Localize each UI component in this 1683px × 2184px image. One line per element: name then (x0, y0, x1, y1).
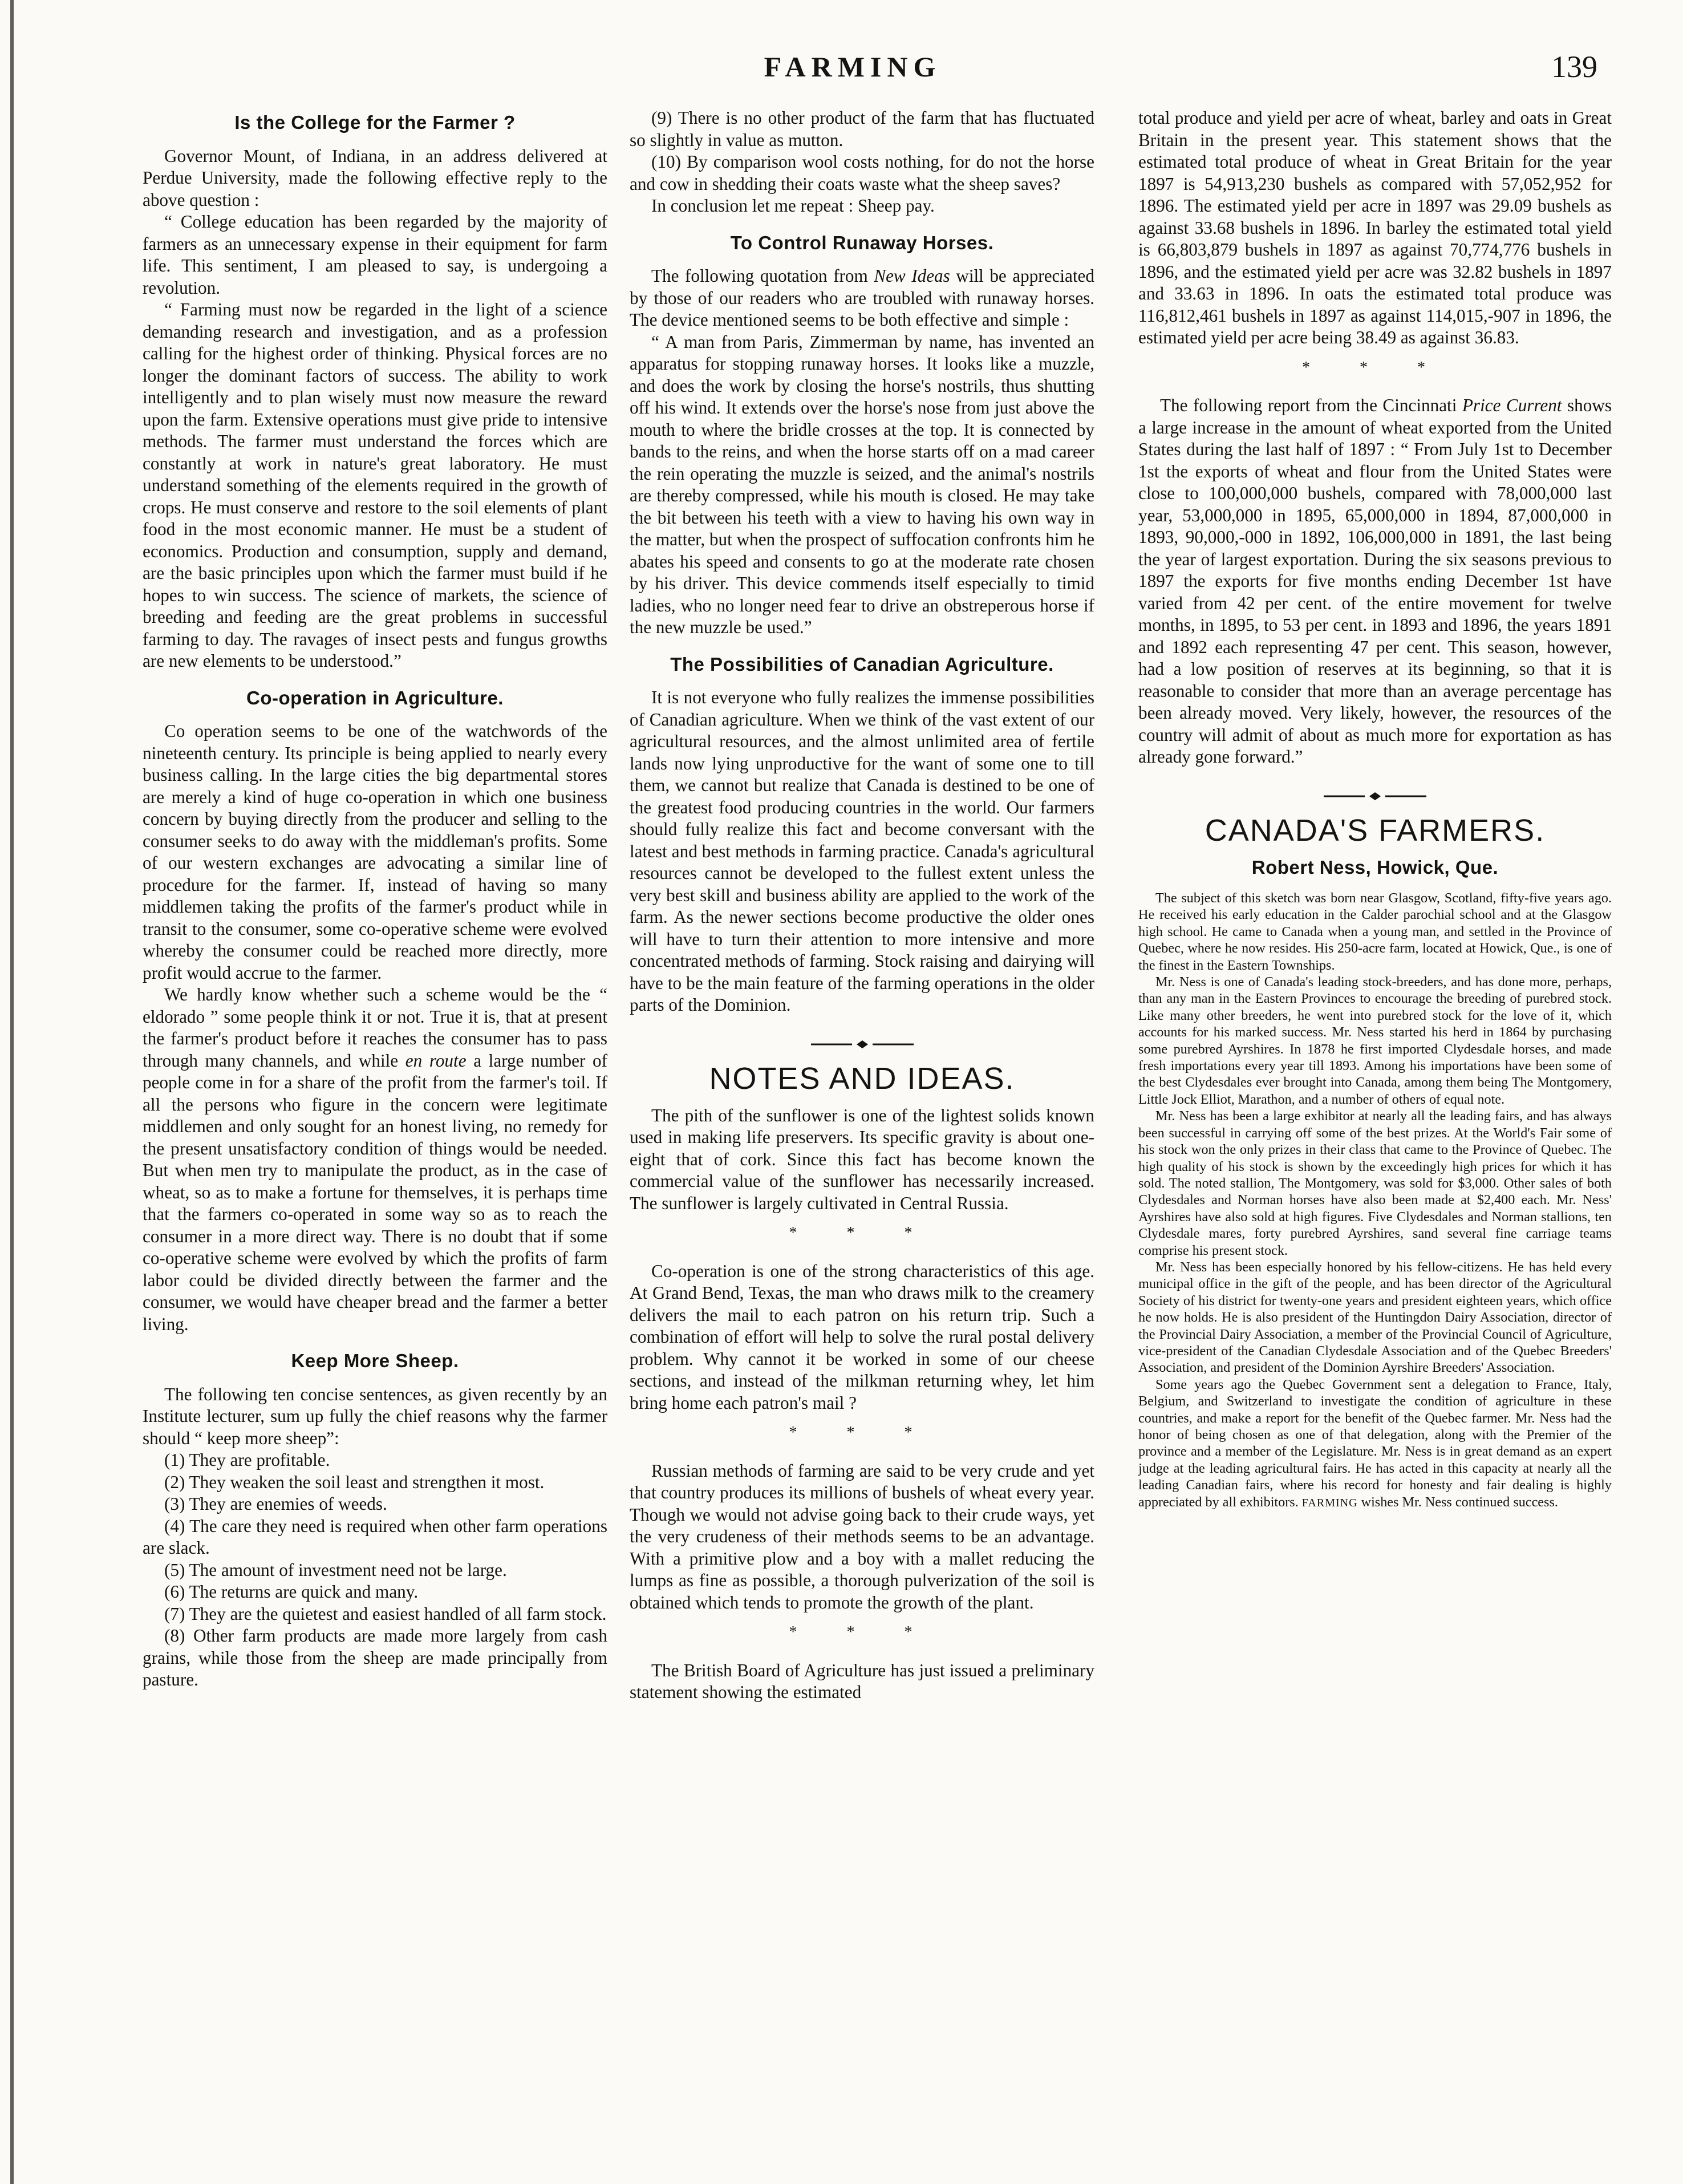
paragraph: In conclusion let me repeat : Sheep pay. (651, 196, 935, 216)
article-heading-cooperation: Co-operation in Agriculture. (246, 687, 504, 708)
page-number: 139 (1551, 50, 1597, 84)
divider-ornament-icon (1324, 791, 1426, 802)
list-item: (3) They are enemies of weeds. (164, 1494, 387, 1514)
paragraph: The following report from the Cincinnati Price Current shows a large increase in the amount of wheat exported from the United States during the last half of 1897 : “ From July 1st to December 1st the exports of wheat and flour from the United States were close to 100,000,000 bushels, compared with 78,000,000 last year, 53,000,000 in 1895, 65,000,000 in 1894, 87,000,000 in 1893, 90,000,-000 in 1892, 106,000,000 in 1891, the last being the year of largest exportation. During the six seasons previous to 1897 the exports for five months ending December 1st have varied from 42 per cent. of the entire movement for twelve months, in 1895, to 53 per cent. in 1893 and 1896, the years 1891 and 1892 each representing 47 per cent. This season, however, had a low position of reserves at its beginning, so that it is reasonable to consider that more than an average percentage has been already moved. Very likely, however, the resources of the country will admit of about as much more for exportation as has already gone forward.” (1138, 395, 1612, 767)
paragraph: The following ten concise sentences, as given recently by an Institute lecturer, sum up fully the chief reasons why the farmer should “ keep more sheep”: (143, 1384, 607, 1448)
small-caps-title: FARMING (1301, 1496, 1358, 1509)
profile-body (1138, 890, 1612, 1512)
paragraph: “ A man from Paris, Zimmerman by name, has invented an apparatus for stopping runaway horses. It looks like a muzzle, and does the work by closing the horse's nostrils, thus shutting off his wind. It extends over the horse's nose from just above the mouth to where the bridle crosses at the top. It is connected by bands to the reins, and when the horse starts off on a mad career the rein operating the muzzle is seized, and the animal's nostrils are thereby compressed, while his mouth is closed. He may take the bit between his teeth with a view to having his own way in the matter, but when the prospect of suffocation confronts him he abates his speed and consents to go at the moderate rate chosen by his driver. This device commends itself especially to timid ladies, who no longer need fear to drive an obstreperous horse if the new muzzle be used.” (630, 331, 1094, 637)
paragraph: Governor Mount, of Indiana, in an address delivered at Perdue University, made the following effective reply to the above question : (143, 145, 607, 210)
column-3 (1138, 107, 1612, 2161)
section-heading-notes: NOTES AND IDEAS. (709, 1061, 1015, 1096)
paragraph: The subject of this sketch was born near Glasgow, Scotland, fifty-five years ago. He received his early education in the Calder parochial school and at the Glasgow high school. He came to Canada when a young man, and settled in the Province of Quebec, where he now resides. His 250-acre farm, located at Howick, Que., is one of the finest in the Eastern Townships. (1138, 890, 1612, 973)
paragraph: The following quotation from New Ideas will be appreciated by those of our readers who are troubled with runaway horses. The device mentioned seems to be both effective and simple : (630, 266, 1094, 330)
article-heading-sheep: Keep More Sheep. (291, 1350, 459, 1371)
paragraph: Co-operation is one of the strong characteristics of this age. At Grand Bend, Texas, the man who draws milk to the creamery delivers the mail to each patron on his return trip. Such a combination of effort will help to solve the rural postal delivery problem. Why cannot it be worked in some of our cheese sections, and instead of the milkman returning whey, let him bring home each patron's mail ? (630, 1261, 1094, 1413)
paragraph: “ College education has been regarded by the majority of farmers as an unnecessary expense in their equipment for farm life. This sentiment, I am pleased to say, is undergoing a revolution. (143, 212, 607, 298)
paragraph: Mr. Ness is one of Canada's leading stock-breeders, and has done more, perhaps, than any man in the Eastern Provinces to encourage the breeding of purebred stock. Like many other breeders, he went into purebred stock for the love of it, which accounts for his marked success. Mr. Ness started his herd in 1864 by purchasing some purebred Ayrshires. In 1878 he first imported Clydesdale horses, and made fresh importations every year till 1893. Among his importations have been some of the best Clydesdales ever brought into Canada, among them being The Montgomery, Little Jock Elliot, Marathon, and a number of others of equal note. (1138, 974, 1612, 1107)
paragraph: Co operation seems to be one of the watchwords of the nineteenth century. Its principle is being applied to nearly every business calling. In the large cities the big departmental stores are merely a kind of huge co-operation in which one business concern by buying directly from the producer and selling to the consumer seeks to do away with the middleman's profits. Some of our western exchanges are advocating a similar line of procedure for the farmer. If, instead of having so many middlemen taking the profits of the farmer's product while in transit to the consumer, some co-operative scheme were evolved whereby the consumer could be reached more directly, more profit would accrue to the farmer. (143, 721, 607, 983)
list-item: (9) There is no other product of the farm that has fluctuated so slightly in value as mutton. (630, 108, 1094, 150)
list-item: (5) The amount of investment need not be large. (164, 1559, 507, 1580)
paragraph: We hardly know whether such a scheme would be the “ eldorado ” some people think it or not. True it is, that at present the farmer's product before it reaches the consumer has to pass through many channels, and while en route a large number of people come in for a share of the profit from the farmer's toil. If all the persons who figure in the concern were legitimate middlemen and only sought for an honest living, no remedy for the present unsatisfactory condition of things would be needed. But when men try to manipulate the product, as in the case of wheat, so as to make a fortune for themselves, it is perhaps time that the farmers co-operated in some way so as to reach the consumer in a more direct way. There is no doubt that if some co-operative scheme were evolved by which the profits of farm labor could be divided directly between the farmer and the consumer, we would have cheaper bread and the farmer a better living. (143, 984, 607, 1334)
running-title: FARMING (764, 51, 942, 83)
list-item: (2) They weaken the soil least and strengthen it most. (164, 1472, 545, 1492)
asterism-separator: * * * (789, 1224, 935, 1242)
binding-edge (10, 0, 14, 2184)
paragraph: total produce and yield per acre of wheat, barley and oats in Great Britain in the present year. This statement shows that the estimated total produce of wheat in Great Britain for the year 1897 is 54,913,230 bushels as compared with 57,052,952 for 1896. The estimated yield per acre in 1897 was 29.09 bushels as against 33.68 bushels in 1896. In barley the estimated total yield is 66,803,879 bushels in 1897 as against 70,774,776 bushels in 1896, and the estimated yield per acre was 32.82 bushels in 1897 and 33.63 in 1896. In oats the estimated total produce was 116,812,461 bushels in 1897 as against 114,015,-907 in 1896, the estimated yield per acre being 38.49 as against 36.83. (1138, 108, 1612, 347)
reasons-list (143, 1449, 607, 1691)
paragraph: Mr. Ness has been a large exhibitor at nearly all the leading fairs, and has always been successful in carrying off some of the best prizes. At the World's Fair some of his stock won the only prizes in their class that came to the Province of Quebec. The high quality of his stock is shown by the exceedingly high prices for which it has sold. The noted stallion, The Montgomery, was sold for $3,000. Other sales of both Clydesdales and Norman horses have also been made at $2,400 each. Mr. Ness' Ayrshires have also sold at high figures. Five Clydesdales and Norman stallions, ten Clydesdale mares, forty purebred Ayrshires, sand several fine carriage teams comprise his present stock. (1138, 1108, 1612, 1258)
paragraph: The British Board of Agriculture has just issued a preliminary statement showing the estimated (630, 1660, 1094, 1702)
section-divider (630, 1034, 1094, 1056)
list-item: (7) They are the quietest and easiest handled of all farm stock. (164, 1603, 607, 1624)
paragraph: Russian methods of farming are said to be very crude and yet that country produces its millions of bushels of wheat every year. Though we would not advise going back to their crude ways, yet the very crudeness of their methods seems to be an advantage. With a primitive plow and a boy with a mallet reducing the lumps as fine as possible, a thorough pulverization of the soil is obtained which tends to promote the growth of the plant. (630, 1460, 1094, 1612)
reasons-list-continued (630, 107, 1094, 195)
paragraph: Mr. Ness has been especially honored by his fellow-citizens. He has held every municipal office in the gift of the people, and has been director of the Agricultural Society of his district for twenty-one years and president eighteen years, which office he now holds. He is also president of the Huntingdon Dairy Association, director of the Provincial Dairy Association, a member of the Provincial Council of Agriculture, vice-president of the Canadian Clydesdale Association and of the Quebec Breeders' Association, and president of the Dominion Ayrshire Breeders' Association. (1138, 1259, 1612, 1376)
list-item: (6) The returns are quick and many. (164, 1582, 419, 1602)
column-1 (143, 107, 607, 2132)
asterism-separator: * * * (789, 1623, 935, 1641)
paragraph: The pith of the sunflower is one of the lightest solids known used in making life preservers. Its specific gravity is about one-eight that of cork. Since this fact has become known the commercial value of the sunflower has necessarily increased. The sunflower is largely cultivated in Central Russia. (630, 1105, 1094, 1213)
article-heading-possibilities: The Possibilities of Canadian Agriculture. (670, 653, 1054, 675)
column-2 (630, 107, 1094, 2132)
profile-subheading: Robert Ness, Howick, Que. (1251, 856, 1499, 878)
italic-phrase: en route (405, 1050, 467, 1071)
italic-title: New Ideas (874, 266, 950, 286)
list-item: (10) By comparison wool costs nothing, for do not the horse and cow in shedding their coats waste what the sheep saves? (630, 152, 1094, 194)
italic-title: Price Current (1462, 395, 1562, 415)
asterism-separator: * * * (1302, 358, 1448, 376)
article-heading-college: Is the College for the Farmer ? (234, 112, 516, 133)
section-divider (1138, 785, 1612, 808)
list-item: (8) Other farm products are made more largely from cash grains, while those from the sheep are made principally from pasture. (143, 1626, 607, 1689)
paragraph: It is not everyone who fully realizes the immense possibilities of Canadian agriculture. When we think of the vast extent of our agricultural resources, and the almost unlimited area of fertile lands now lying unproductive for the want of some one to till them, we cannot but realize that Canada is destined to be one of the greatest food producing countries in the world. Our farmers should fully realize this fact and become conversant with the latest and best methods in farming practice. Canada's agricultural resources cannot be developed to the fullest extent unless the very best skill and business ability are applied to the work of the farm. As the newer sections become productive the older ones will have to turn their attention to more intensive and more concentrated methods of farming. Stock raising and dairying will have to be the main feature of the farming operations in the older parts of the Dominion. (630, 687, 1094, 1015)
section-heading-farmers: CANADA'S FARMERS. (1205, 813, 1546, 848)
list-item: (4) The care they need is required when other farm operations are slack. (143, 1516, 607, 1558)
paragraph: Some years ago the Quebec Government sent a delegation to France, Italy, Belgium, and Switzerland to investigate the condition of agriculture in these countries, and make a report for the benefit of the Quebec farmer. Mr. Ness had the honor of being chosen as one of that delegation, along with the Premier of the province and a member of the Legislature. Mr. Ness is in great demand as an expert judge at the leading agricultural fairs. He has acted in this capacity at nearly all the leading Canadian fairs, where his record for honesty and fair dealing is highly appreciated by all exhibitors. FARMING wishes Mr. Ness continued success. (1138, 1376, 1612, 1510)
page-header (0, 44, 1683, 96)
paragraph: “ Farming must now be regarded in the light of a science demanding research and investigation, and as a profession calling for the highest order of thinking. Physical forces are no longer the dominant factors of success. The ability to work intelligently and to plan wisely must now measure the reward upon the farm. Extensive operations must give pride to intensive methods. The farmer must understand the forces which are constantly at work in nature's great laboratory. He must understand something of the elements required in the growth of crops. He must conserve and restore to the soil elements of plant food in the most economic manner. He must be a student of economics. Production and consumption, supply and demand, are the basic principles upon which the farmer must build if he hopes to win success. The science of markets, the science of breeding and feeding are the great problems in successful farming to day. The ravages of insect pests and fungus growths are new elements to be understood.” (143, 299, 607, 671)
asterism-separator: * * * (789, 1424, 935, 1441)
list-item: (1) They are profitable. (164, 1450, 330, 1470)
divider-ornament-icon (811, 1039, 914, 1050)
article-heading-runaway: To Control Runaway Horses. (730, 232, 994, 253)
